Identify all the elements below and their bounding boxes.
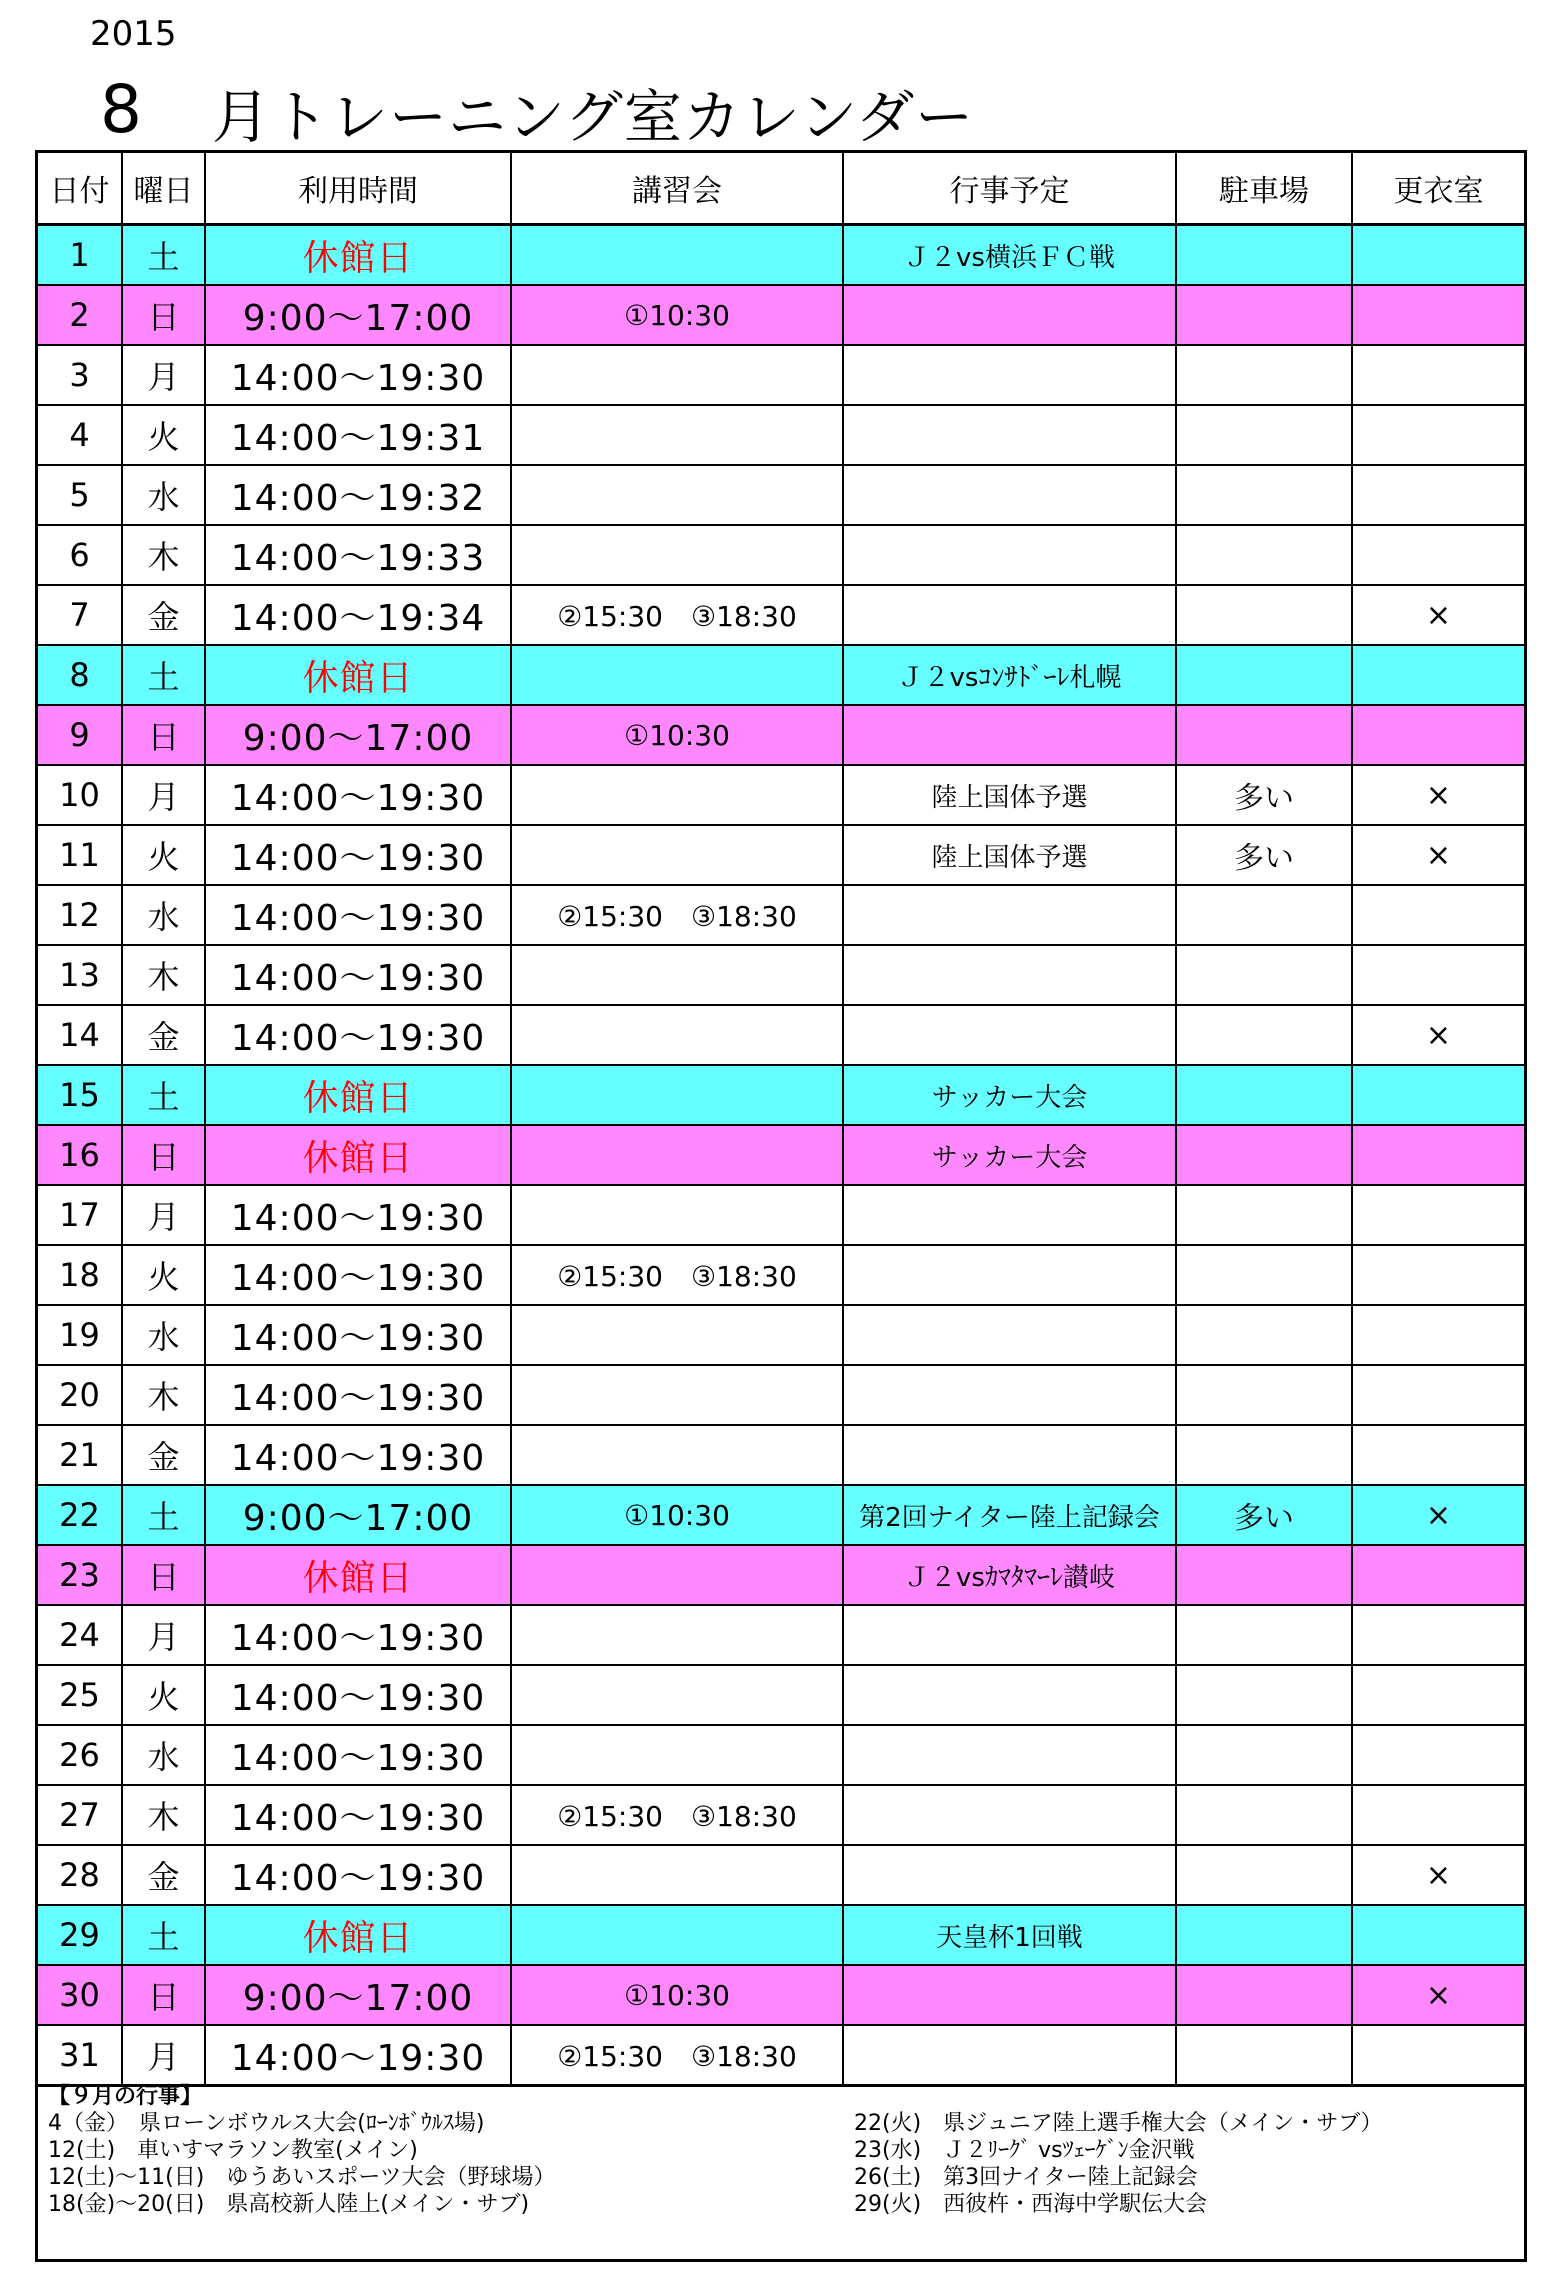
event-cell (843, 945, 1176, 1005)
note-item: 12(土) 車いすマラソン教室(メイン) (48, 2138, 418, 2163)
date-cell: 6 (38, 525, 122, 585)
event-cell (843, 885, 1176, 945)
hours-cell: 休館日 (205, 645, 511, 705)
weekday-cell: 金 (122, 1845, 205, 1905)
lecture-cell: ①10:30 (511, 705, 843, 765)
date-cell: 18 (38, 1245, 122, 1305)
date-cell: 1 (38, 225, 122, 286)
table-header-row (38, 153, 1524, 225)
column-header-hours: 利用時間 (205, 153, 511, 225)
hours-cell: 14:00～19:30 (205, 1245, 511, 1305)
weekday-cell: 水 (122, 885, 205, 945)
table-row (38, 525, 1524, 585)
date-cell: 26 (38, 1725, 122, 1785)
locker-room-cell (1352, 405, 1524, 465)
locker-room-cell (1352, 1185, 1524, 1245)
lecture-cell: ②15:30 ③18:30 (511, 885, 843, 945)
event-cell (843, 1845, 1176, 1905)
weekday-cell: 金 (122, 585, 205, 645)
table-row (38, 765, 1524, 825)
date-cell: 9 (38, 705, 122, 765)
table-row (38, 1965, 1524, 2025)
locker-room-cell (1352, 1665, 1524, 1725)
parking-cell (1176, 1605, 1352, 1665)
parking-cell (1176, 405, 1352, 465)
hours-cell: 14:00～19:30 (205, 1605, 511, 1665)
locker-room-cell (1352, 1425, 1524, 1485)
lecture-cell: ①10:30 (511, 1485, 843, 1545)
hours-cell: 14:00～19:30 (205, 345, 511, 405)
weekday-cell: 土 (122, 225, 205, 286)
date-cell: 14 (38, 1005, 122, 1065)
hours-cell: 14:00～19:31 (205, 405, 511, 465)
hours-cell: 14:00～19:30 (205, 1005, 511, 1065)
event-cell (843, 705, 1176, 765)
weekday-cell: 金 (122, 1425, 205, 1485)
event-cell: 陸上国体予選 (843, 825, 1176, 885)
parking-cell (1176, 1965, 1352, 2025)
weekday-cell: 土 (122, 645, 205, 705)
locker-room-cell (1352, 345, 1524, 405)
table-row (38, 465, 1524, 525)
hours-cell: 14:00～19:30 (205, 1845, 511, 1905)
parking-cell (1176, 1245, 1352, 1305)
lecture-cell (511, 1545, 843, 1605)
parking-cell (1176, 1425, 1352, 1485)
weekday-cell: 土 (122, 1905, 205, 1965)
hours-cell: 14:00～19:30 (205, 825, 511, 885)
locker-room-cell (1352, 1245, 1524, 1305)
event-cell (843, 1365, 1176, 1425)
hours-cell: 14:00～19:30 (205, 885, 511, 945)
locker-room-cell (1352, 525, 1524, 585)
lecture-cell (511, 1725, 843, 1785)
table-row (38, 1425, 1524, 1485)
note-item: 29(火) 西彼杵・西海中学駅伝大会 (854, 2192, 1208, 2217)
hours-cell: 休館日 (205, 1125, 511, 1185)
note-item: 4（金） 県ローンボウルス大会(ﾛｰﾝﾎﾞｳﾙｽ場) (48, 2111, 485, 2136)
hours-cell: 14:00～19:30 (205, 1665, 511, 1725)
parking-cell (1176, 1125, 1352, 1185)
locker-room-cell (1352, 1605, 1524, 1665)
parking-cell (1176, 2025, 1352, 2086)
weekday-cell: 日 (122, 1965, 205, 2025)
date-cell: 21 (38, 1425, 122, 1485)
locker-room-cell (1352, 645, 1524, 705)
event-cell (843, 1245, 1176, 1305)
parking-cell (1176, 1305, 1352, 1365)
weekday-cell: 日 (122, 285, 205, 345)
event-cell: 天皇杯1回戦 (843, 1905, 1176, 1965)
table-row (38, 225, 1524, 286)
weekday-cell: 木 (122, 945, 205, 1005)
event-cell: Ｊ２vsｶﾏﾀﾏｰﾚ讃岐 (843, 1545, 1176, 1605)
column-header-lecture: 講習会 (511, 153, 843, 225)
weekday-cell: 月 (122, 1185, 205, 1245)
event-cell (843, 1425, 1176, 1485)
date-cell: 19 (38, 1305, 122, 1365)
column-header-weekday: 曜日 (122, 153, 205, 225)
table-row (38, 585, 1524, 645)
event-cell: Ｊ２vs横浜ＦＣ戦 (843, 225, 1176, 286)
table-row (38, 1845, 1524, 1905)
lecture-cell (511, 645, 843, 705)
weekday-cell: 水 (122, 1305, 205, 1365)
table-row (38, 1305, 1524, 1365)
hours-cell: 休館日 (205, 1065, 511, 1125)
notes-right-column (854, 2110, 1383, 2218)
locker-room-cell (1352, 1125, 1524, 1185)
locker-room-cell (1352, 1905, 1524, 1965)
table-row (38, 705, 1524, 765)
table-row (38, 1905, 1524, 1965)
lecture-cell (511, 1365, 843, 1425)
weekday-cell: 火 (122, 405, 205, 465)
date-cell: 11 (38, 825, 122, 885)
calendar-frame (35, 150, 1527, 2262)
column-header-locker-room: 更衣室 (1352, 153, 1524, 225)
lecture-cell (511, 345, 843, 405)
locker-room-cell: × (1352, 825, 1524, 885)
parking-cell (1176, 585, 1352, 645)
lecture-cell: ②15:30 ③18:30 (511, 585, 843, 645)
hours-cell: 14:00～19:34 (205, 585, 511, 645)
hours-cell: 9:00～17:00 (205, 705, 511, 765)
locker-room-cell: × (1352, 1845, 1524, 1905)
date-cell: 10 (38, 765, 122, 825)
table-row (38, 885, 1524, 945)
date-cell: 3 (38, 345, 122, 405)
date-cell: 23 (38, 1545, 122, 1605)
weekday-cell: 火 (122, 1665, 205, 1725)
event-cell (843, 465, 1176, 525)
weekday-cell: 日 (122, 705, 205, 765)
event-cell: 陸上国体予選 (843, 765, 1176, 825)
date-cell: 17 (38, 1185, 122, 1245)
lecture-cell (511, 465, 843, 525)
column-header-event: 行事予定 (843, 153, 1176, 225)
hours-cell: 14:00～19:30 (205, 1785, 511, 1845)
event-cell (843, 1725, 1176, 1785)
event-cell (843, 1965, 1176, 2025)
table-row (38, 2025, 1524, 2086)
table-row (38, 825, 1524, 885)
lecture-cell (511, 825, 843, 885)
parking-cell (1176, 705, 1352, 765)
table-row (38, 405, 1524, 465)
september-events-notes (44, 2079, 1514, 2259)
table-row (38, 945, 1524, 1005)
note-item: 22(火) 県ジュニア陸上選手権大会（メイン・サブ） (854, 2111, 1383, 2136)
parking-cell: 多い (1176, 825, 1352, 885)
table-row (38, 1365, 1524, 1425)
lecture-cell (511, 1665, 843, 1725)
locker-room-cell (1352, 285, 1524, 345)
event-cell (843, 1665, 1176, 1725)
parking-cell (1176, 1665, 1352, 1725)
event-cell: 第2回ナイター陸上記録会 (843, 1485, 1176, 1545)
table-row (38, 1545, 1524, 1605)
weekday-cell: 金 (122, 1005, 205, 1065)
table-row (38, 645, 1524, 705)
parking-cell (1176, 1725, 1352, 1785)
date-cell: 16 (38, 1125, 122, 1185)
parking-cell (1176, 885, 1352, 945)
date-cell: 7 (38, 585, 122, 645)
parking-cell: 多い (1176, 1485, 1352, 1545)
weekday-cell: 水 (122, 465, 205, 525)
date-cell: 13 (38, 945, 122, 1005)
lecture-cell (511, 1905, 843, 1965)
weekday-cell: 木 (122, 525, 205, 585)
date-cell: 25 (38, 1665, 122, 1725)
weekday-cell: 月 (122, 345, 205, 405)
parking-cell (1176, 1185, 1352, 1245)
locker-room-cell (1352, 2025, 1524, 2086)
date-cell: 29 (38, 1905, 122, 1965)
calendar-year: 2015 (90, 14, 177, 54)
date-cell: 31 (38, 2025, 122, 2086)
event-cell (843, 285, 1176, 345)
weekday-cell: 日 (122, 1125, 205, 1185)
calendar-body (38, 225, 1524, 2086)
hours-cell: 14:00～19:30 (205, 1425, 511, 1485)
locker-room-cell: × (1352, 1965, 1524, 2025)
hours-cell: 14:00～19:30 (205, 945, 511, 1005)
column-header-parking: 駐車場 (1176, 153, 1352, 225)
calendar-title: 月トレーニング室カレンダー (212, 83, 975, 151)
hours-cell: 14:00～19:30 (205, 1725, 511, 1785)
lecture-cell: ②15:30 ③18:30 (511, 1245, 843, 1305)
table-row (38, 1785, 1524, 1845)
table-row (38, 1065, 1524, 1125)
lecture-cell: ①10:30 (511, 285, 843, 345)
hours-cell: 休館日 (205, 225, 511, 286)
date-cell: 20 (38, 1365, 122, 1425)
date-cell: 22 (38, 1485, 122, 1545)
notes-left-column (48, 2110, 555, 2218)
event-cell: Ｊ２vsｺﾝｻﾄﾞｰﾚ札幌 (843, 645, 1176, 705)
weekday-cell: 土 (122, 1485, 205, 1545)
table-row (38, 1185, 1524, 1245)
lecture-cell (511, 1305, 843, 1365)
date-cell: 4 (38, 405, 122, 465)
hours-cell: 9:00～17:00 (205, 285, 511, 345)
event-cell: サッカー大会 (843, 1125, 1176, 1185)
table-row (38, 285, 1524, 345)
table-row (38, 1725, 1524, 1785)
calendar-table (38, 153, 1524, 2087)
parking-cell (1176, 225, 1352, 286)
note-item: 12(土)～11(日) ゆうあいスポーツ大会（野球場） (48, 2165, 556, 2190)
event-cell (843, 585, 1176, 645)
weekday-cell: 木 (122, 1365, 205, 1425)
parking-cell (1176, 1365, 1352, 1425)
lecture-cell (511, 1125, 843, 1185)
lecture-cell (511, 525, 843, 585)
parking-cell (1176, 525, 1352, 585)
locker-room-cell (1352, 885, 1524, 945)
notes-heading: 【９月の行事】 (48, 2084, 203, 2109)
lecture-cell: ②15:30 ③18:30 (511, 2025, 843, 2086)
table-row (38, 1125, 1524, 1185)
weekday-cell: 土 (122, 1065, 205, 1125)
lecture-cell (511, 765, 843, 825)
lecture-cell (511, 945, 843, 1005)
locker-room-cell (1352, 1785, 1524, 1845)
table-row (38, 1605, 1524, 1665)
parking-cell (1176, 345, 1352, 405)
locker-room-cell (1352, 225, 1524, 286)
parking-cell (1176, 645, 1352, 705)
event-cell: サッカー大会 (843, 1065, 1176, 1125)
parking-cell (1176, 1005, 1352, 1065)
event-cell (843, 1305, 1176, 1365)
hours-cell: 14:00～19:30 (205, 1185, 511, 1245)
weekday-cell: 木 (122, 1785, 205, 1845)
lecture-cell (511, 405, 843, 465)
hours-cell: 14:00～19:30 (205, 1305, 511, 1365)
weekday-cell: 月 (122, 765, 205, 825)
parking-cell (1176, 945, 1352, 1005)
locker-room-cell (1352, 1545, 1524, 1605)
lecture-cell: ②15:30 ③18:30 (511, 1785, 843, 1845)
date-cell: 27 (38, 1785, 122, 1845)
date-cell: 8 (38, 645, 122, 705)
weekday-cell: 火 (122, 825, 205, 885)
lecture-cell (511, 1425, 843, 1485)
parking-cell (1176, 1785, 1352, 1845)
table-row (38, 1665, 1524, 1725)
date-cell: 5 (38, 465, 122, 525)
parking-cell (1176, 465, 1352, 525)
hours-cell: 14:00～19:32 (205, 465, 511, 525)
lecture-cell (511, 225, 843, 286)
hours-cell: 14:00～19:30 (205, 2025, 511, 2086)
date-cell: 2 (38, 285, 122, 345)
lecture-cell: ①10:30 (511, 1965, 843, 2025)
locker-room-cell (1352, 1725, 1524, 1785)
parking-cell (1176, 285, 1352, 345)
date-cell: 12 (38, 885, 122, 945)
event-cell (843, 1785, 1176, 1845)
note-item: 18(金)～20(日) 県高校新人陸上(メイン・サブ) (48, 2192, 530, 2217)
event-cell (843, 405, 1176, 465)
hours-cell: 休館日 (205, 1905, 511, 1965)
locker-room-cell: × (1352, 1005, 1524, 1065)
note-item: 23(水) Ｊ２ﾘｰｸﾞ vsﾂｪｰｹﾞﾝ金沢戦 (854, 2138, 1195, 2163)
event-cell (843, 1605, 1176, 1665)
locker-room-cell (1352, 1065, 1524, 1125)
weekday-cell: 月 (122, 2025, 205, 2086)
weekday-cell: 火 (122, 1245, 205, 1305)
weekday-cell: 水 (122, 1725, 205, 1785)
lecture-cell (511, 1065, 843, 1125)
hours-cell: 休館日 (205, 1545, 511, 1605)
table-row (38, 1005, 1524, 1065)
locker-room-cell (1352, 465, 1524, 525)
locker-room-cell: × (1352, 585, 1524, 645)
table-row (38, 345, 1524, 405)
event-cell (843, 2025, 1176, 2086)
event-cell (843, 1005, 1176, 1065)
weekday-cell: 日 (122, 1545, 205, 1605)
hours-cell: 9:00～17:00 (205, 1485, 511, 1545)
locker-room-cell (1352, 945, 1524, 1005)
note-item: 26(土) 第3回ナイター陸上記録会 (854, 2165, 1198, 2190)
locker-room-cell (1352, 705, 1524, 765)
date-cell: 30 (38, 1965, 122, 2025)
hours-cell: 14:00～19:33 (205, 525, 511, 585)
column-header-date: 日付 (38, 153, 122, 225)
table-row (38, 1245, 1524, 1305)
locker-room-cell: × (1352, 1485, 1524, 1545)
lecture-cell (511, 1185, 843, 1245)
lecture-cell (511, 1845, 843, 1905)
event-cell (843, 525, 1176, 585)
lecture-cell (511, 1605, 843, 1665)
lecture-cell (511, 1005, 843, 1065)
date-cell: 15 (38, 1065, 122, 1125)
parking-cell (1176, 1065, 1352, 1125)
calendar-month: 8 (100, 71, 142, 148)
hours-cell: 14:00～19:30 (205, 1365, 511, 1425)
weekday-cell: 月 (122, 1605, 205, 1665)
date-cell: 24 (38, 1605, 122, 1665)
parking-cell (1176, 1905, 1352, 1965)
hours-cell: 14:00～19:30 (205, 765, 511, 825)
locker-room-cell: × (1352, 765, 1524, 825)
locker-room-cell (1352, 1305, 1524, 1365)
locker-room-cell (1352, 1365, 1524, 1425)
table-row (38, 1485, 1524, 1545)
event-cell (843, 1185, 1176, 1245)
hours-cell: 9:00～17:00 (205, 1965, 511, 2025)
parking-cell (1176, 1545, 1352, 1605)
parking-cell: 多い (1176, 765, 1352, 825)
event-cell (843, 345, 1176, 405)
parking-cell (1176, 1845, 1352, 1905)
date-cell: 28 (38, 1845, 122, 1905)
